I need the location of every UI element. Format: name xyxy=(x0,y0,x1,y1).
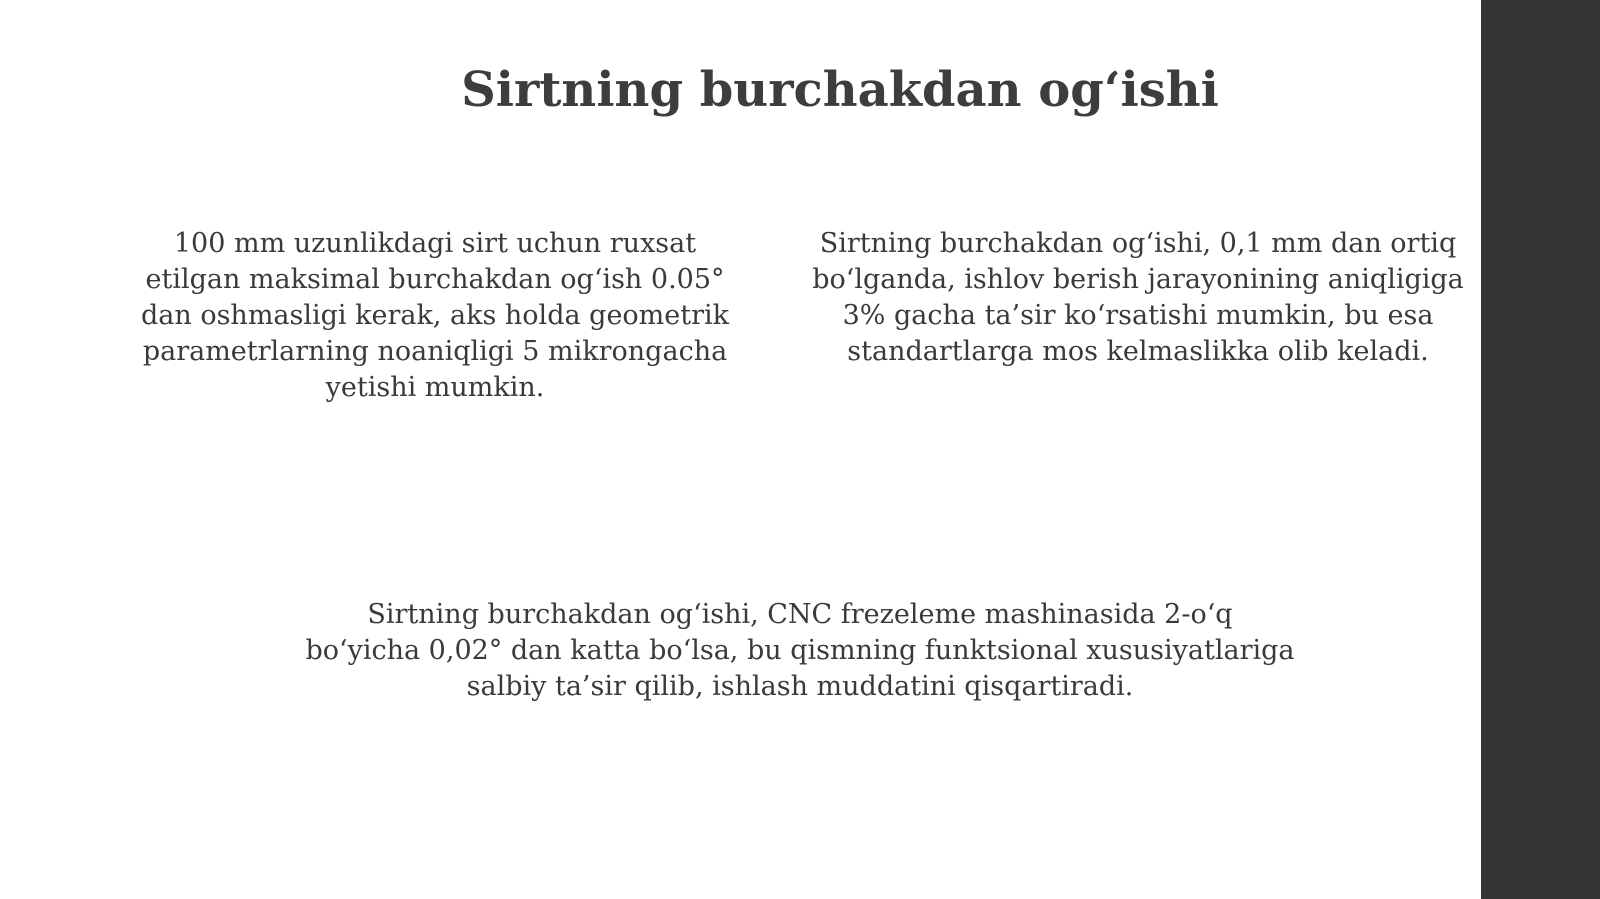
bottom-text-block: Sirtning burchakdan og‘ishi, CNC frezeleme mashinasida 2-o‘q bo‘yicha 0,02° dan katta bo‘lsa, bu qismning funktsional xususiyatlariga salbiy ta’sir qilib, ishlash muddatini qisqartiradi. xyxy=(305,599,1295,702)
left-text-block: 100 mm uzunlikdagi sirt uchun ruxsat etilgan maksimal burchakdan og‘ish 0.05° dan oshmasligi kerak, aks holda geometrik parametrlarning noaniqligi 5 mikrongacha yetishi mumkin. xyxy=(140,228,730,403)
slide-title: Sirtning burchakdan og‘ishi xyxy=(461,62,1219,118)
side-bar xyxy=(1481,0,1600,899)
right-text-block: Sirtning burchakdan og‘ishi, 0,1 mm dan ortiq bo‘lganda, ishlov berish jarayonining aniqligiga 3% gacha ta’sir ko‘rsatishi mumkin, bu esa standartlarga mos kelmaslikka olib keladi. xyxy=(812,228,1464,367)
